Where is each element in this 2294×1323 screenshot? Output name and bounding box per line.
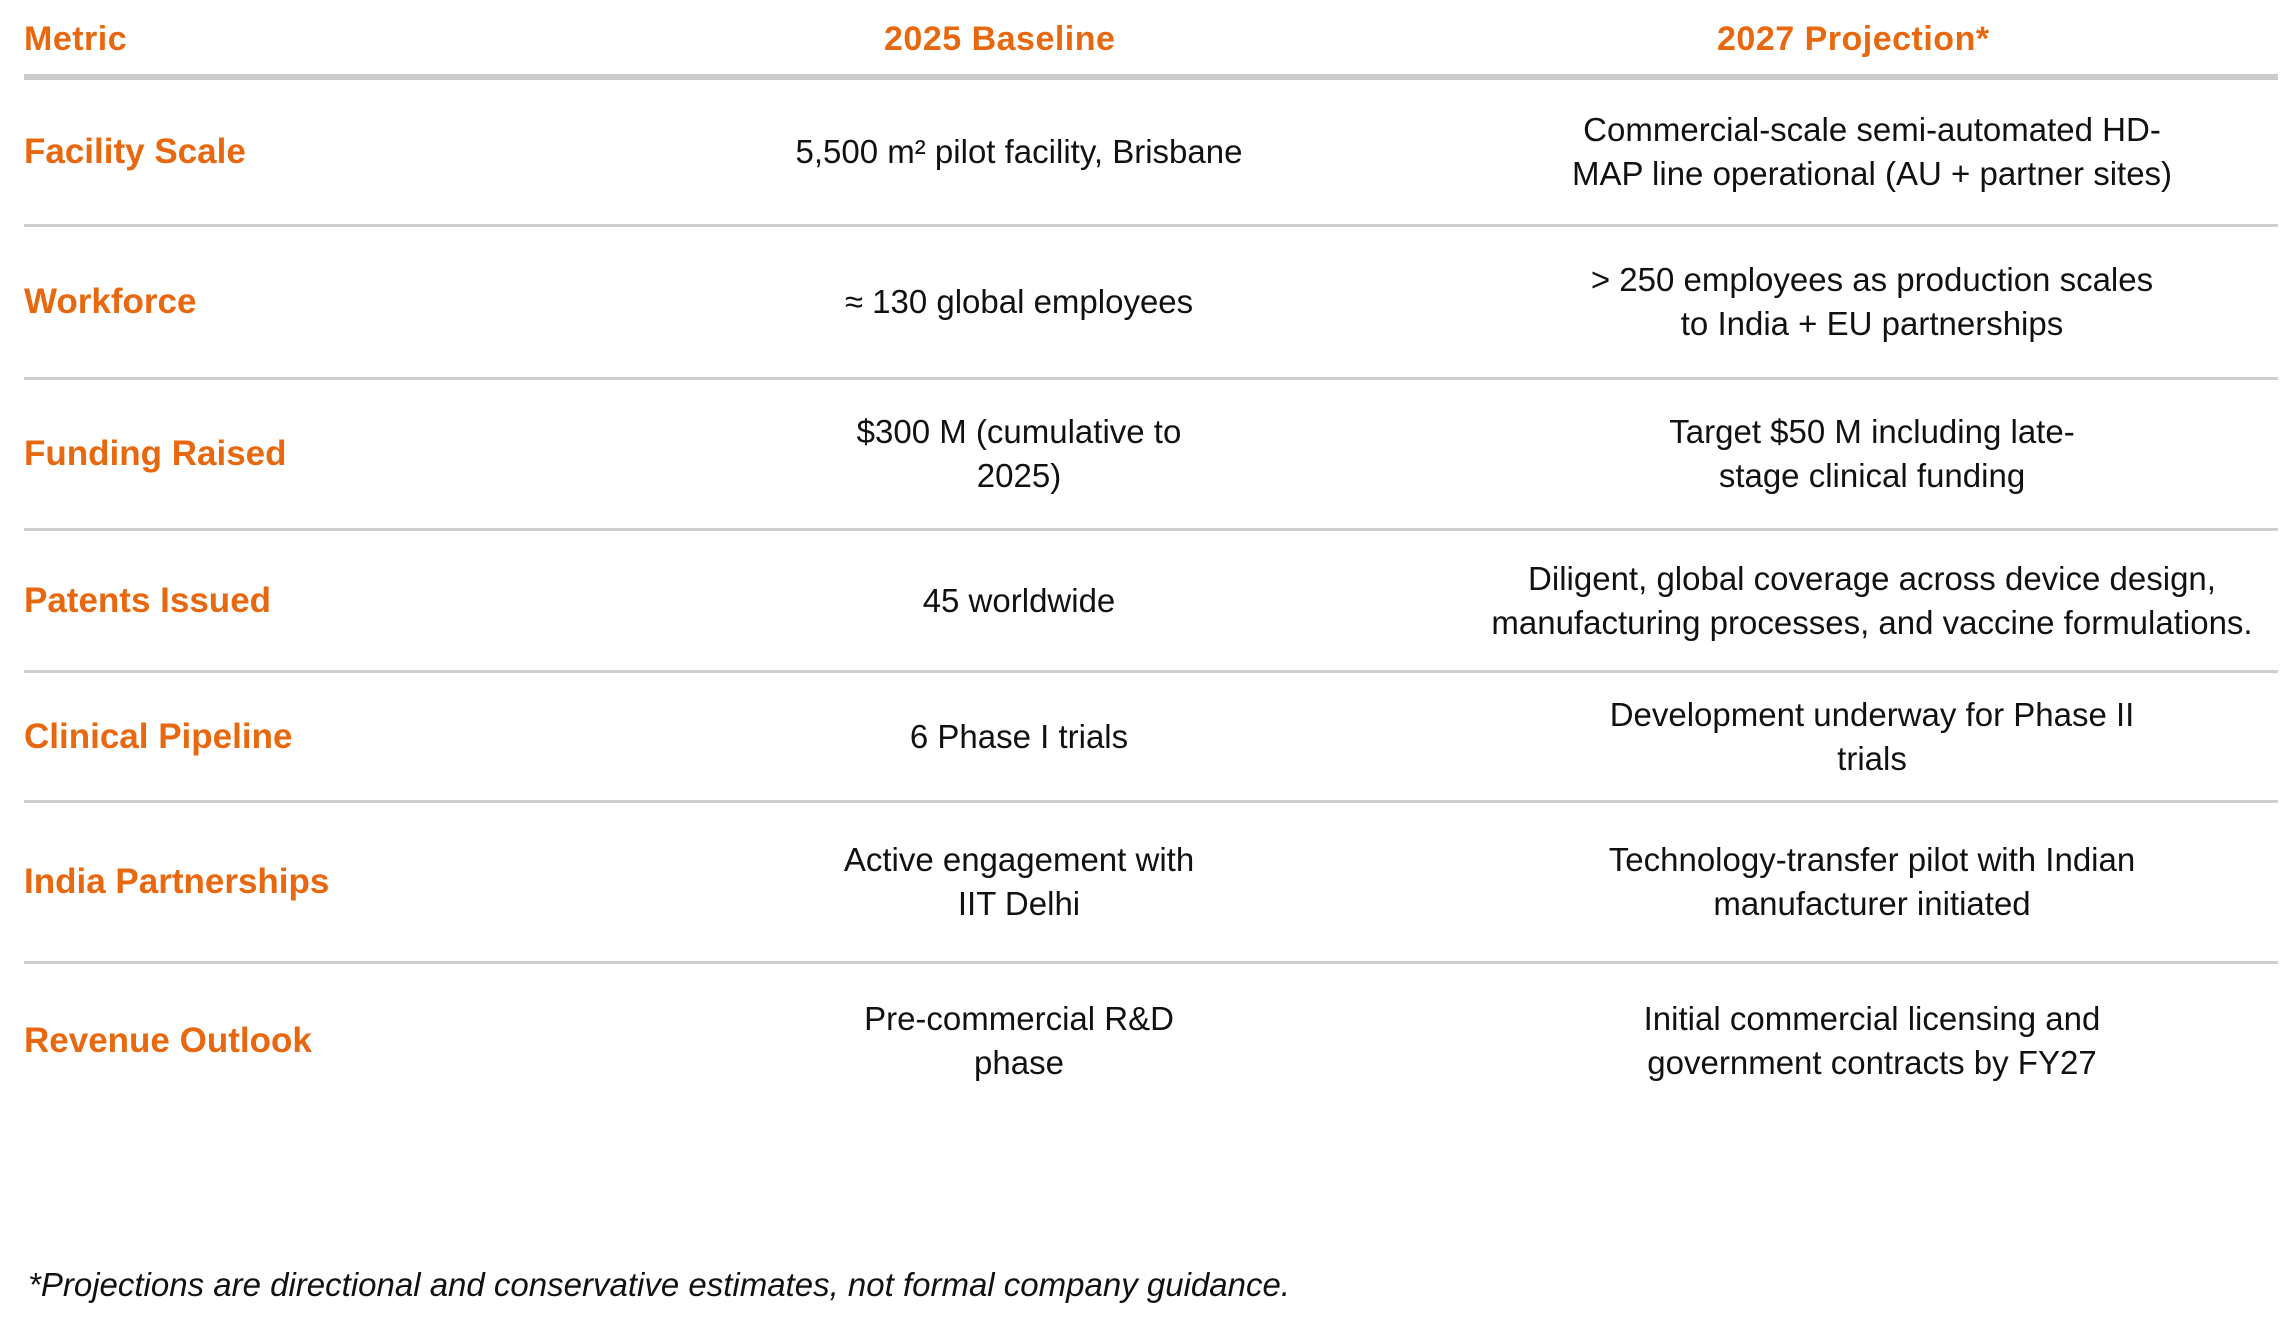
- projection-cell: [1438, 80, 2294, 224]
- projection-line: Commercial-scale semi-automated HD-: [1583, 111, 2161, 148]
- footnote: *Projections are directional and conservative estimates, not formal company guidance.: [28, 1266, 1290, 1303]
- baseline-cell: [684, 80, 1354, 224]
- projection-cell: [1438, 964, 2294, 1117]
- projection-line: government contracts by FY27: [1647, 1043, 2097, 1081]
- baseline-line: 45 worldwide: [922, 581, 1116, 619]
- projection-line: Development underway for Phase II: [1609, 695, 2135, 733]
- table-header: [24, 0, 2278, 80]
- baseline-line: IIT Delhi: [957, 885, 1081, 922]
- metric-label: [24, 80, 664, 224]
- metric-label: [24, 673, 664, 800]
- projection-cell: [1438, 673, 2294, 800]
- metric-label: [24, 531, 664, 670]
- header-projection: 2027 Projection*: [1717, 20, 1990, 58]
- projection-line: to India + EU partnerships: [1680, 305, 2064, 342]
- baseline-cell: [684, 531, 1354, 670]
- baseline-cell: [684, 803, 1354, 961]
- baseline-line: 2025): [976, 457, 1062, 494]
- metric-text: Facility Scale: [24, 132, 246, 171]
- table-row: [24, 531, 2278, 673]
- metric-text: Funding Raised: [24, 434, 287, 473]
- baseline-line: phase: [974, 1043, 1064, 1081]
- projection-line: manufacturing processes, and vaccine formulations.: [1491, 603, 2253, 641]
- baseline-line: 5,500 m² pilot facility, Brisbane: [795, 133, 1243, 170]
- projection-line: stage clinical funding: [1718, 457, 2026, 494]
- projection-cell: [1438, 380, 2294, 528]
- table-row: [24, 673, 2278, 803]
- baseline-line: Pre-commercial R&D: [864, 999, 1174, 1037]
- header-baseline: 2025 Baseline: [884, 20, 1116, 58]
- baseline-cell: [684, 673, 1354, 800]
- metric-label: [24, 803, 664, 961]
- projection-line: manufacturer initiated: [1713, 885, 2031, 922]
- baseline-line: 6 Phase I trials: [909, 717, 1129, 755]
- baseline-cell: [684, 380, 1354, 528]
- projection-line: Diligent, global coverage across device design,: [1528, 559, 2216, 597]
- projection-line: > 250 employees as production scales: [1590, 261, 2154, 298]
- header-metric: Metric: [24, 20, 128, 58]
- projection-cell: [1438, 227, 2294, 377]
- table-row: [24, 80, 2278, 227]
- metric-text: Patents Issued: [24, 580, 272, 620]
- projection-line: Target $50 M including late-: [1669, 413, 2075, 450]
- projection-cell: [1438, 803, 2294, 961]
- metric-label: [24, 964, 664, 1117]
- metric-label: [24, 227, 664, 377]
- baseline-cell: [684, 227, 1354, 377]
- metric-text: Workforce: [24, 282, 197, 321]
- metric-label: [24, 380, 664, 528]
- table-row: [24, 803, 2278, 964]
- projection-cell: [1438, 531, 2294, 670]
- table-row: [24, 227, 2278, 380]
- metric-text: India Partnerships: [24, 862, 330, 901]
- metric-text: Clinical Pipeline: [24, 716, 293, 756]
- metric-text: Revenue Outlook: [24, 1020, 312, 1060]
- baseline-line: ≈ 130 global employees: [844, 283, 1194, 320]
- table-row: [24, 964, 2278, 1117]
- projection-line: MAP line operational (AU + partner sites): [1571, 155, 2173, 192]
- baseline-line: $300 M (cumulative to: [856, 413, 1182, 450]
- baseline-line: Active engagement with: [843, 841, 1195, 878]
- projection-line: trials: [1837, 739, 1907, 777]
- baseline-cell: [684, 964, 1354, 1117]
- projection-line: Technology-transfer pilot with Indian: [1608, 841, 2136, 878]
- projection-line: Initial commercial licensing and: [1643, 999, 2101, 1037]
- table-row: [24, 380, 2278, 531]
